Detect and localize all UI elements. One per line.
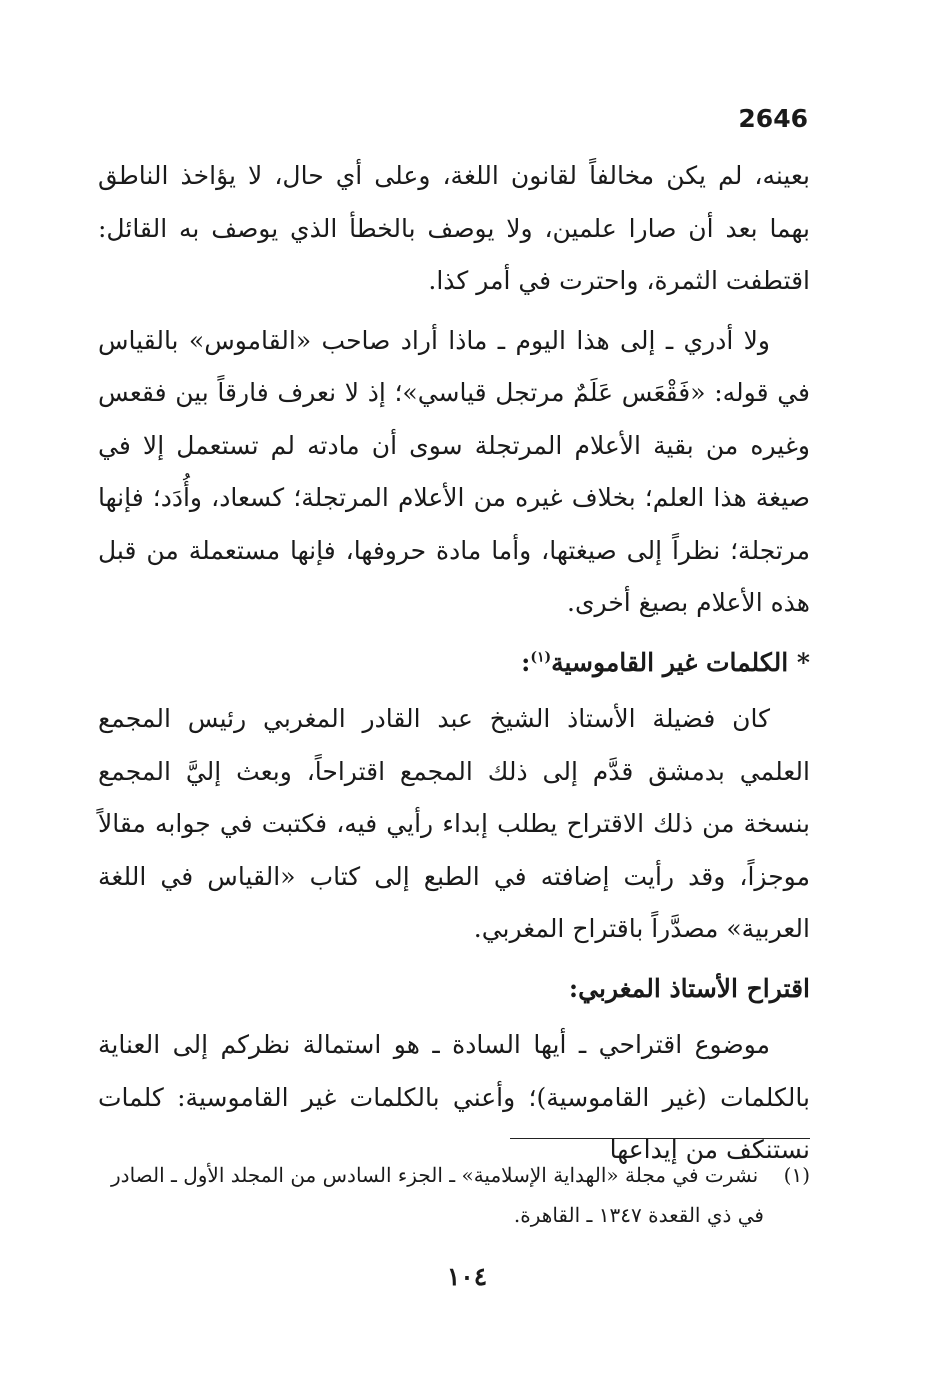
paragraph-2: ولا أدري ـ إلى هذا اليوم ـ ماذا أراد صاحب «القاموس» بالقياس في قوله: «فَقْعَس عَلَمٌ مرتجل قياسي»؛ إذ لا نعرف فارقاً بين فقعس وغيره من بقية الأعلام المرتجلة سوى أن مادته لم تستعمل إلا في صيغة هذا العلم؛ بخلاف غيره من الأعلام المرتجلة؛ كسعاد، وأُدَد؛ فإنها مرتجلة؛ نظراً إلى صيغتها، وأما مادة حروفها، فإنها مستعملة من قبل هذه الأعلام بصيغ أخرى.: [98, 325, 810, 617]
footnote-text-line-2: في ذي القعدة ١٣٤٧ ـ القاهرة.: [513, 1203, 764, 1227]
section-heading-non-dictionary-words: [98, 637, 810, 690]
footnote-divider: [510, 1138, 810, 1139]
star-icon: *: [796, 647, 810, 677]
footnotes: [98, 1155, 810, 1235]
paragraph-3: كان فضيلة الأستاذ الشيخ عبد القادر المغربي رئيس المجمع العلمي بدمشق قدَّم إلى ذلك المجمع اقتراحاً، وبعث إليَّ المجمع بنسخة من ذلك الاقتراح يطلب إبداء رأيي فيه، فكتبت في جوابه مقالاً موجزاً، وقد رأيت إضافته في الطبع إلى كتاب «القياس في اللغة العربية» مصدَّراً باقتراح المغربي.: [98, 704, 810, 943]
footnote-1: [98, 1155, 810, 1195]
footnote-reference: (١): [530, 649, 552, 666]
section-heading-maghribi-proposal: اقتراح الأستاذ المغربي:: [568, 973, 810, 1003]
heading-text: الكلمات غير القاموسية: [551, 647, 789, 677]
body-text: [98, 150, 810, 1177]
paragraph-4: موضوع اقتراحي ـ أيها السادة ـ هو استمالة نظركم إلى العناية بالكلمات (غير القاموسية)؛ وأعني بالكلمات غير القاموسية: كلمات نستنكف من إيداعها: [98, 1030, 810, 1164]
page-id: 2646: [738, 104, 808, 133]
footnote-text-line-1: نشرت في مجلة «الهداية الإسلامية» ـ الجزء السادس من المجلد الأول ـ الصادر: [111, 1163, 759, 1187]
heading-colon: :: [521, 647, 531, 677]
paragraph-1: بعينه، لم يكن مخالفاً لقانون اللغة، وعلى أي حال، لا يؤاخذ الناطق بهما بعد أن صارا علمين، ولا يوصف بالخطأ الذي يوصف به القائل: اقتطفت الثمرة، واحترت في أمر كذا.: [98, 161, 810, 295]
footnote-marker: (١): [783, 1163, 810, 1187]
page-number: ١٠٤: [446, 1262, 488, 1291]
